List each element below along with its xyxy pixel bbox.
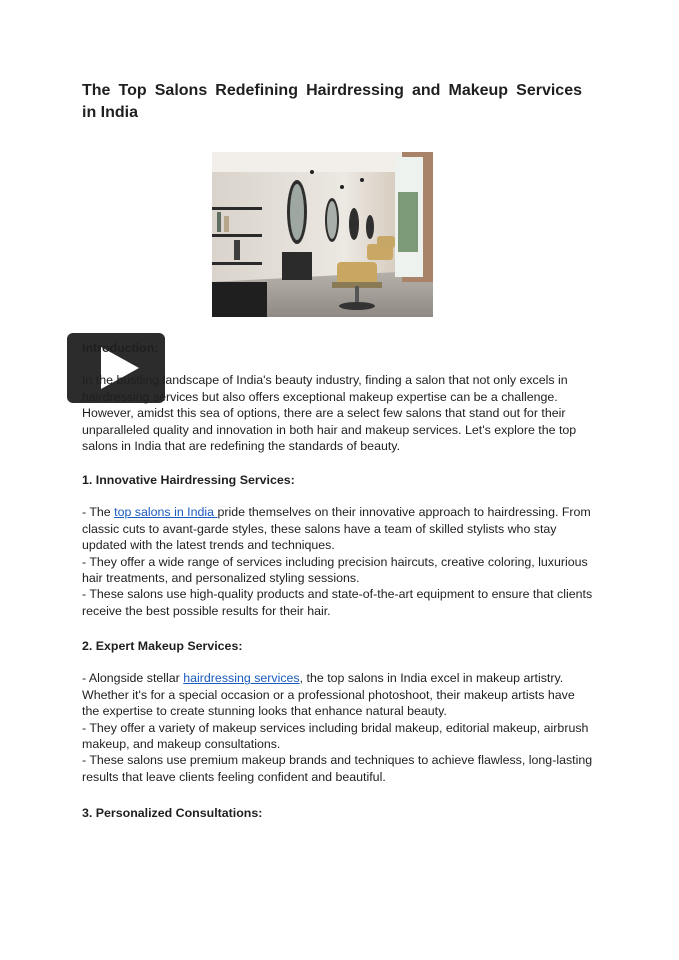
section1-bullet-1 xyxy=(82,504,594,553)
salon-interior-photo-icon xyxy=(212,152,433,317)
section2-bullet-1-pre: - Alongside stellar xyxy=(82,671,184,686)
section2-heading: 2. Expert Makeup Services: xyxy=(82,639,243,653)
document-title xyxy=(82,80,582,124)
section2-bullet-3: - These salons use premium makeup brands and techniques to achieve flawless, long-lasting results that leave clients feeling confident and beautiful. xyxy=(82,753,593,784)
top-salons-link[interactable]: top salons in India xyxy=(114,505,218,520)
intro-heading: Introduction: xyxy=(82,341,159,355)
title-line-2: in India xyxy=(82,104,138,121)
section1-bullet-1-post: pride themselves on their innovative approach to hairdressing. From classic cuts to avant-garde styles, these salons have a team of skilled stylists who stay updated with the latest trends and techniques. xyxy=(82,505,591,553)
section1-bullet-2: - They offer a wide range of services including precision haircuts, creative coloring, luxurious hair treatments, and personalized styling sessions. xyxy=(82,554,588,586)
section1-bullet-1-pre: - The xyxy=(82,505,115,520)
section-personalized-consultations xyxy=(82,805,594,821)
section2-bullet-1 xyxy=(82,670,594,719)
section1-heading: 1. Innovative Hairdressing Services: xyxy=(82,473,295,487)
section3-heading: 3. Personalized Consultations: xyxy=(82,806,263,820)
section-innovative-hairdressing xyxy=(82,472,594,619)
section2-bullet-2: - They offer a variety of makeup services including bridal makeup, editorial makeup, airbrush makeup, and makeup consultations. xyxy=(82,720,589,752)
hairdressing-services-link[interactable]: hairdressing services xyxy=(183,671,300,686)
title-line-1: The Top Salons Redefining Hairdressing and Makeup Services xyxy=(82,82,582,99)
intro-paragraph: In the bustling landscape of India's beauty industry, finding a salon that not only excels in hairdressing services but also offers exceptional makeup expertise can be a challenge. However, amidst this sea of options, there are a select few salons that stand out for their unparalleled quality and innovation in both hair and makeup services. Let's explore the top salons in India that are redefining the standards of beauty. xyxy=(82,373,577,454)
intro-section xyxy=(82,340,594,454)
salon-photo xyxy=(212,152,433,317)
section2-bullet-1-post: , the top salons in India excel in makeup artistry. Whether it's for a special occasion or a professional photoshoot, their makeup artists have the expertise to create stunning looks that enhance natural beauty. xyxy=(82,671,575,719)
section-expert-makeup xyxy=(82,638,594,785)
section1-bullet-3: - These salons use high-quality products and state-of-the-art equipment to ensure that clients receive the best possible results for their hair. xyxy=(82,587,593,618)
